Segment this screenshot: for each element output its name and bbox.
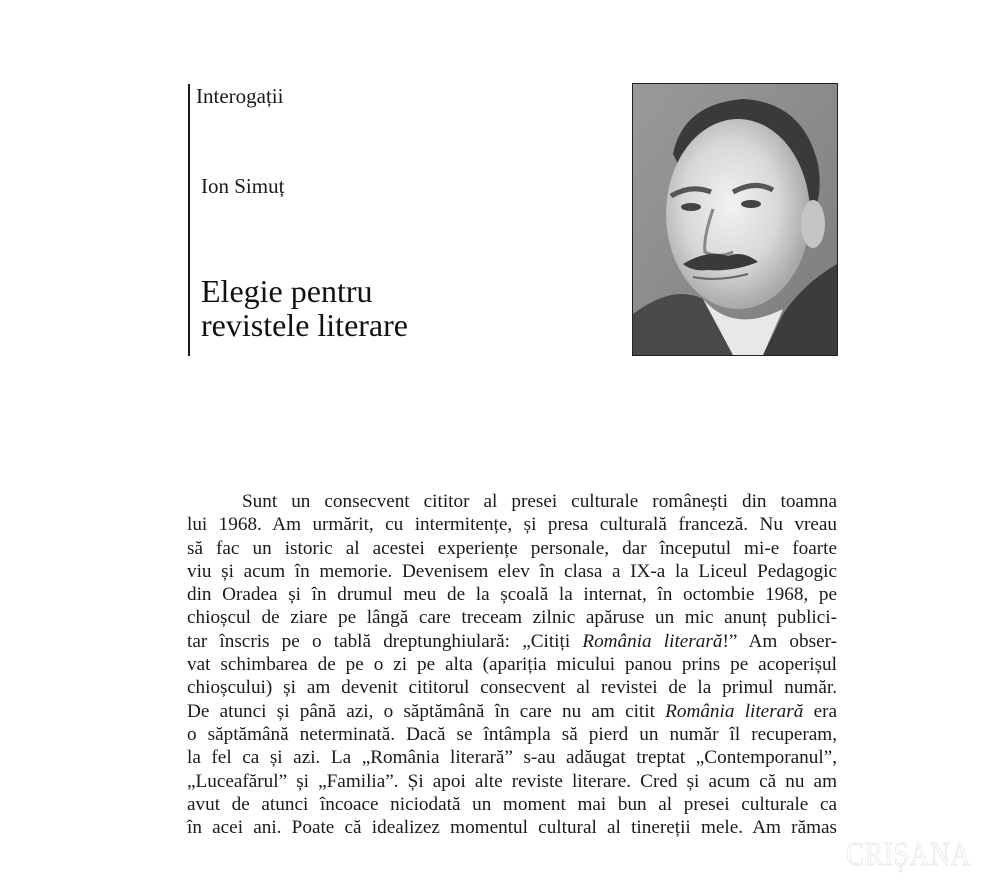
body-text-line xyxy=(187,746,837,769)
text-run: la fel ca și azi. La „România literară” s-au adăugat treptat „Contemporanul”, xyxy=(187,747,837,769)
article-title-line-1: Elegie pentru xyxy=(201,273,373,309)
text-run: tar înscris pe o tablă dreptunghiulară: „Citiți xyxy=(187,630,583,652)
text-run: lui 1968. Am urmărit, cu intermitențe, și presa culturală franceză. Nu vreau xyxy=(187,514,837,536)
article-title-line-2: revistele literare xyxy=(201,307,408,343)
text-run: să fac un istoric al acestei experiențe personale, dar începutul mi-e foarte xyxy=(187,537,837,559)
text-run: o săptămână neterminată. Dacă se întâmpla să pierd un număr îl recuperam, xyxy=(187,723,837,745)
article-title xyxy=(201,274,408,342)
article-body xyxy=(187,490,837,839)
italic-publication-title: România literară xyxy=(582,630,723,652)
body-text-line xyxy=(187,816,837,839)
article-header xyxy=(188,84,610,356)
text-run: vat schimbarea de pe o zi pe alta (apariția micului panou prins pe acoperișul xyxy=(187,654,837,676)
italic-publication-title: România literară xyxy=(665,700,804,722)
text-run: Sunt un consecvent cititor al presei culturale românești din toamna xyxy=(242,491,837,512)
body-text-line xyxy=(187,723,837,746)
author-portrait xyxy=(632,83,838,356)
body-text-line xyxy=(187,490,837,513)
text-run: în acei ani. Poate că idealizez momentul cultural al tinereții mele. Am rămas xyxy=(187,817,837,839)
text-run: avut de atunci încoace niciodată un moment mai bun al presei culturale ca xyxy=(187,793,837,815)
body-text-line xyxy=(187,653,837,676)
publication-watermark: CRIȘANA xyxy=(846,836,971,873)
body-text-line xyxy=(187,676,837,699)
text-run: viu și acum în memorie. Devenisem elev în clasa a IX-a la Liceul Pedagogic xyxy=(187,560,837,582)
portrait-photo-icon xyxy=(633,84,837,355)
text-run: „Luceafărul” și „Familia”. Și apoi alte reviste literare. Cred și acum că nu am xyxy=(187,770,837,792)
author-name: Ion Simuț xyxy=(201,174,285,198)
text-run: De atunci și până azi, o săptămână în care nu am citit xyxy=(187,700,666,722)
body-text-line xyxy=(187,583,837,606)
body-text-line xyxy=(187,513,837,536)
body-text-line xyxy=(187,700,837,723)
body-text-line xyxy=(187,606,837,629)
text-run: din Oradea și în drumul meu de la școală la internat, în octombie 1968, pe xyxy=(187,584,837,606)
section-label: Interogații xyxy=(196,84,284,108)
body-text-line xyxy=(187,537,837,560)
text-run: chioșcul de ziare pe lângă care treceam zilnic apăruse un mic anunț publici- xyxy=(187,607,837,629)
body-text-line xyxy=(187,630,837,653)
body-text-line xyxy=(187,560,837,583)
body-text-line xyxy=(187,793,837,816)
text-run: !” Am obser- xyxy=(722,630,837,652)
text-run: era xyxy=(803,700,837,722)
text-run: chioșcului) și am devenit cititorul consecvent al revistei de la primul număr. xyxy=(187,677,837,699)
body-text-line xyxy=(187,770,837,793)
